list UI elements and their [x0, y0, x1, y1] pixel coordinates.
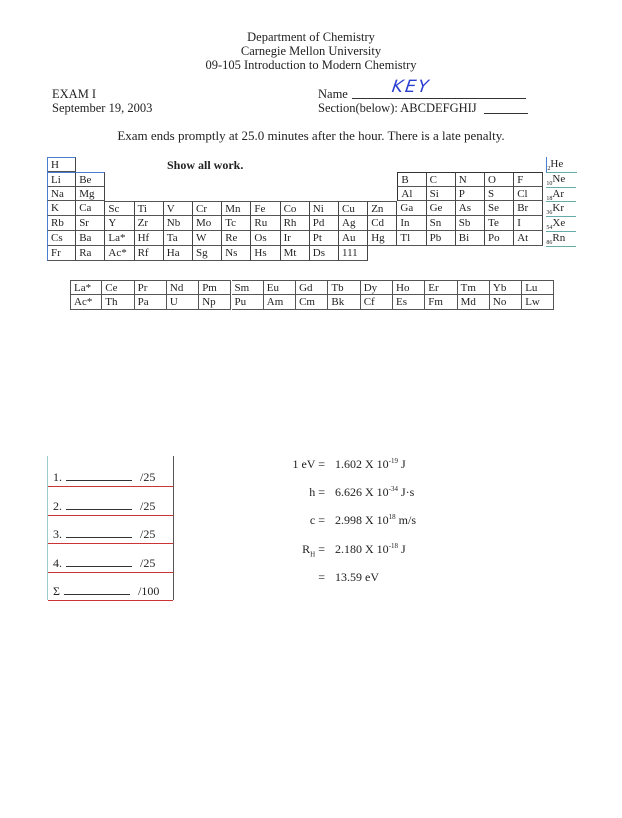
atomic-number: 10: [546, 180, 553, 187]
element-cell: C: [427, 172, 456, 187]
score-divider: [48, 600, 173, 601]
value-mantissa: 2.998 X 10: [335, 513, 389, 527]
score-row: [53, 470, 171, 485]
element-cell: Rf: [135, 246, 164, 261]
element-cell: Yb: [490, 280, 522, 295]
element-cell: Sg: [193, 246, 222, 261]
element-cell: U: [167, 295, 199, 310]
question-number: 1.: [53, 470, 62, 484]
element-cell: Np: [199, 295, 231, 310]
element-cell: Ba: [76, 231, 105, 246]
show-work-label: Show all work.: [167, 158, 244, 172]
constant-value: [335, 542, 406, 557]
element-cell: La*: [105, 231, 134, 246]
element-cell: S: [485, 187, 514, 202]
element-cell: Ra: [76, 246, 105, 261]
value-mantissa: 13.59 eV: [335, 570, 379, 584]
question-number: 2.: [53, 498, 62, 513]
element-cell: Sn: [427, 216, 456, 231]
element-cell: Fr: [47, 246, 76, 261]
f-block-table: [0, 0, 622, 320]
element-cell: Tm: [458, 280, 490, 295]
element-cell: Ha: [164, 246, 193, 261]
element-cell: 111: [339, 246, 368, 261]
element-cell: Er: [425, 280, 457, 295]
element-cell: P: [456, 187, 485, 202]
element-cell: Ac*: [70, 295, 102, 310]
element-cell: B: [397, 172, 426, 187]
score-box: [47, 456, 174, 600]
constant-value: [335, 457, 406, 472]
element-cell: At: [514, 231, 543, 246]
element-cell: Pu: [232, 295, 264, 310]
element-cell: Sc: [105, 201, 134, 216]
element-cell: Ho: [393, 280, 425, 295]
constant-label: [310, 513, 325, 528]
score-total: /25: [140, 527, 156, 541]
element-cell: Mg: [76, 187, 105, 202]
element-cell: O: [485, 172, 514, 187]
element-cell: Br: [514, 201, 543, 216]
element-cell: V: [164, 201, 193, 216]
atomic-number: 86: [546, 240, 553, 247]
element-cell: Nb: [164, 216, 193, 231]
element-cell: Ni: [310, 201, 339, 216]
value-unit: m/s: [395, 513, 417, 527]
element-cell: Au: [339, 231, 368, 246]
section-label: Section(below): ABCDEFGHIJ: [318, 101, 477, 115]
element-cell: Hf: [135, 231, 164, 246]
score-divider: [48, 515, 173, 516]
score-divider: [48, 486, 173, 487]
element-cell: Mn: [222, 201, 251, 216]
element-cell: Gd: [296, 280, 328, 295]
element-cell: Am: [264, 295, 296, 310]
element-cell: Eu: [264, 280, 296, 295]
score-blank[interactable]: [66, 470, 132, 481]
element-cell: Mo: [193, 216, 222, 231]
element-cell: Ds: [310, 246, 339, 261]
element-cell: Cr: [193, 201, 222, 216]
label-text: h =: [309, 485, 325, 499]
element-cell: K: [47, 201, 76, 216]
element-cell: Pt: [310, 231, 339, 246]
score-total: /25: [140, 498, 156, 513]
element-cell: Lu: [522, 280, 554, 295]
element-cell: Tc: [222, 216, 251, 231]
element-cell: Th: [102, 295, 134, 310]
element-cell: Cl: [514, 187, 543, 202]
element-symbol: Ar: [552, 187, 564, 200]
element-cell: Ns: [222, 246, 251, 261]
score-row: [53, 499, 171, 514]
name-key-handwriting: KEY: [390, 77, 432, 97]
element-cell: Co: [281, 201, 310, 216]
element-cell: Si: [427, 187, 456, 202]
element-cell: Ca: [76, 201, 105, 216]
label-text: =: [318, 570, 325, 584]
element-cell: Be: [76, 172, 105, 187]
element-cell: Hg: [368, 231, 397, 246]
element-cell: Ir: [281, 231, 310, 246]
element-cell: Pr: [135, 280, 167, 295]
exam-title: EXAM I: [52, 87, 97, 101]
element-cell: Fm: [425, 295, 457, 310]
score-divider: [48, 543, 173, 544]
element-cell: Rb: [47, 216, 76, 231]
value-unit: J: [398, 457, 406, 471]
label-text: 1 eV =: [292, 457, 325, 471]
element-cell: Cm: [296, 295, 328, 310]
score-total: /25: [140, 470, 156, 484]
course-line: 09-105 Introduction to Modern Chemistry: [205, 58, 417, 72]
element-symbol: Kr: [552, 202, 564, 215]
element-cell: Mt: [281, 246, 310, 261]
score-blank[interactable]: [66, 556, 132, 567]
element-cell: Ac*: [105, 246, 134, 261]
atomic-number: 36: [546, 210, 553, 217]
element-cell: Pa: [135, 295, 167, 310]
constant-label: [309, 485, 325, 500]
element-cell: Al: [397, 187, 426, 202]
label-subscript: H: [310, 550, 316, 559]
element-cell: Y: [105, 216, 134, 231]
element-cell: H: [47, 157, 76, 172]
value-exponent: 18: [388, 513, 396, 521]
element-cell: As: [456, 201, 485, 216]
element-cell: Li: [47, 172, 76, 187]
element-cell: Cu: [339, 201, 368, 216]
atomic-number: 2: [547, 166, 551, 173]
element-cell: Lw: [522, 295, 554, 310]
element-cell: Zn: [368, 201, 397, 216]
department-line: Department of Chemistry: [247, 30, 375, 44]
element-cell: Na: [47, 187, 76, 202]
element-cell: Cs: [47, 231, 76, 246]
element-cell: Md: [458, 295, 490, 310]
exam-date: September 19, 2003: [52, 101, 153, 115]
element-cell: Ce: [102, 280, 134, 295]
element-cell: Cd: [368, 216, 397, 231]
score-total: /25: [140, 555, 156, 570]
constant-value: [335, 570, 379, 585]
score-blank[interactable]: [66, 527, 132, 538]
element-cell: F: [514, 172, 543, 187]
element-cell: Ti: [135, 201, 164, 216]
element-cell: Te: [485, 216, 514, 231]
score-blank[interactable]: [64, 584, 130, 595]
question-number: Σ: [53, 584, 60, 598]
score-row: [53, 527, 171, 542]
element-cell: Rh: [281, 216, 310, 231]
question-number: 3.: [53, 527, 62, 541]
element-cell: Nd: [167, 280, 199, 295]
question-number: 4.: [53, 555, 62, 570]
element-cell: Se: [485, 201, 514, 216]
element-symbol: Xe: [552, 217, 566, 230]
element-cell: I: [514, 216, 543, 231]
element-cell: Pd: [310, 216, 339, 231]
element-cell: Tl: [397, 231, 426, 246]
constant-value: [335, 485, 414, 500]
label-text: c =: [309, 513, 325, 527]
element-cell: Bi: [456, 231, 485, 246]
name-label: Name: [318, 87, 348, 101]
constant-label: [318, 570, 325, 585]
element-cell: Bk: [328, 295, 360, 310]
constant-label: [292, 457, 325, 472]
element-cell: La*: [70, 280, 102, 295]
label-text: R: [302, 542, 311, 556]
element-cell: Ge: [427, 201, 456, 216]
element-cell: Po: [485, 231, 514, 246]
element-cell: Sr: [76, 216, 105, 231]
element-cell: Zr: [135, 216, 164, 231]
element-symbol: Rn: [552, 232, 566, 244]
university-line: Carnegie Mellon University: [240, 44, 382, 58]
element-cell: Hs: [251, 246, 280, 261]
score-blank[interactable]: [66, 499, 132, 510]
value-unit: J·s: [398, 485, 415, 499]
value-mantissa: 6.626 X 10: [335, 485, 389, 499]
element-cell: Pb: [427, 231, 456, 246]
element-cell: No: [490, 295, 522, 310]
value-exponent: -34: [388, 485, 399, 493]
score-row: [53, 584, 171, 599]
constant-label: [302, 542, 325, 558]
value-mantissa: 1.602 X 10: [335, 457, 389, 471]
element-cell: Re: [222, 231, 251, 246]
constant-value: [335, 513, 416, 528]
element-cell: Sm: [232, 280, 264, 295]
element-symbol: He: [550, 158, 564, 170]
atomic-number: 54: [546, 225, 553, 232]
element-cell: Sb: [456, 216, 485, 231]
element-cell: W: [193, 231, 222, 246]
element-cell: Ag: [339, 216, 368, 231]
element-cell: Dy: [361, 280, 393, 295]
value-unit: J: [398, 542, 406, 556]
element-cell: Ga: [397, 201, 426, 216]
exam-notice: Exam ends promptly at 25.0 minutes after the hour. There is a late penalty.: [117, 128, 505, 143]
element-cell: Cf: [361, 295, 393, 310]
element-cell: Es: [393, 295, 425, 310]
value-exponent: -19: [388, 457, 399, 465]
element-cell: Ta: [164, 231, 193, 246]
value-mantissa: 2.180 X 10: [335, 542, 389, 556]
score-divider: [48, 572, 173, 573]
element-cell: Ru: [251, 216, 280, 231]
atomic-number: 18: [546, 195, 553, 202]
score-row: [53, 556, 171, 571]
element-cell: Tb: [328, 280, 360, 295]
label-tail: =: [315, 542, 325, 556]
value-exponent: -18: [388, 542, 399, 550]
score-total: /100: [137, 584, 160, 598]
element-cell: Os: [251, 231, 280, 246]
element-symbol: Ne: [552, 172, 566, 185]
element-cell: Fe: [251, 201, 280, 216]
element-cell: N: [456, 172, 485, 187]
element-cell: Pm: [199, 280, 231, 295]
element-cell: In: [397, 216, 426, 231]
